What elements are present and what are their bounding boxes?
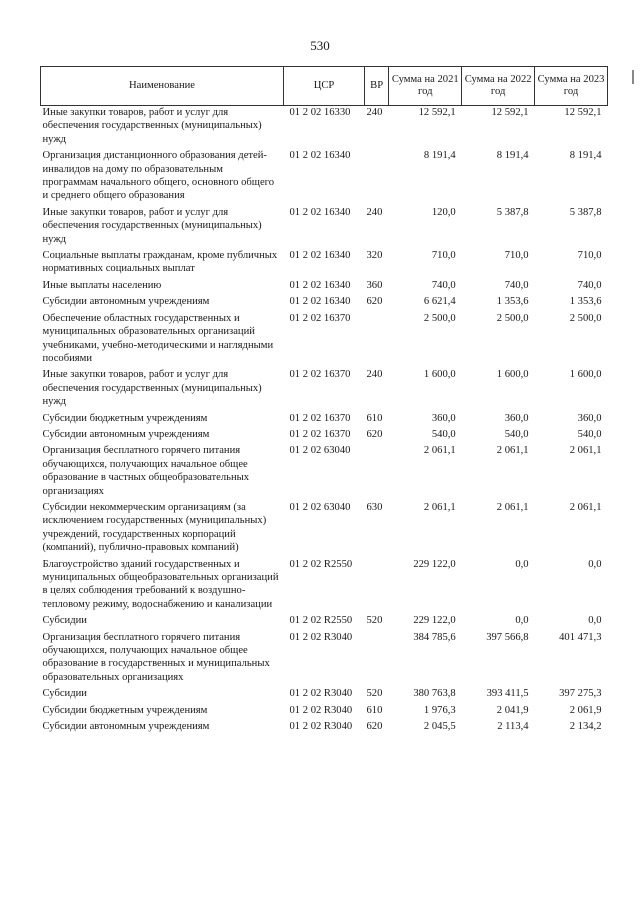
cell-name: Обеспечение областных государственных и муниципальных образовательных организаций учебниками, учебно-методическими и наглядными пособиями bbox=[42, 312, 274, 364]
cell-sum-2021: 2 500,0 bbox=[423, 312, 456, 324]
cell-sum-2023: 740,0 bbox=[577, 279, 602, 291]
cell-sum-2022: 393 411,5 bbox=[486, 688, 529, 700]
cell-sum-2023: 2 061,1 bbox=[569, 445, 602, 457]
cell-vr: 610 bbox=[366, 704, 383, 716]
cell-sum-2022: 12 592,1 bbox=[491, 107, 529, 118]
cell-sum-2021: 384 785,6 bbox=[413, 631, 456, 643]
cell-sum-2023: 710,0 bbox=[577, 250, 602, 262]
cell-sum-2023: 0,0 bbox=[588, 615, 602, 627]
cell-sum-2022: 0,0 bbox=[515, 615, 529, 627]
page-number: 530 bbox=[310, 38, 330, 53]
cell-csr: 01 2 02 16340 bbox=[289, 296, 351, 308]
cell-sum-2023: 360,0 bbox=[577, 412, 602, 424]
cell-sum-2022: 2 113,4 bbox=[497, 721, 529, 733]
cell-sum-2023: 2 061,1 bbox=[569, 501, 602, 513]
table-row bbox=[41, 368, 608, 411]
cell-sum-2021: 1 600,0 bbox=[423, 369, 456, 381]
cell-name: Иные выплаты населению bbox=[42, 279, 162, 291]
cell-vr: 520 bbox=[366, 615, 383, 627]
scan-edge-mark bbox=[632, 70, 634, 84]
cell-sum-2021: 2 045,5 bbox=[423, 721, 456, 733]
cell-sum-2021: 740,0 bbox=[431, 279, 456, 291]
cell-name: Субсидии некоммерческим организациям (за исключением государственных (муниципальных) учреждений, государственных корпораций (компаний), публично-правовых компаний) bbox=[42, 501, 267, 554]
cell-sum-2023: 540,0 bbox=[577, 428, 602, 440]
cell-sum-2021: 380 763,8 bbox=[413, 688, 456, 700]
table-row bbox=[41, 558, 608, 615]
cell-csr: 01 2 02 16340 bbox=[289, 150, 351, 162]
table-row bbox=[41, 501, 608, 558]
cell-vr: 240 bbox=[366, 107, 383, 118]
cell-vr: 240 bbox=[366, 369, 383, 381]
cell-sum-2021: 12 592,1 bbox=[418, 107, 456, 118]
cell-csr: 01 2 02 63040 bbox=[289, 501, 351, 513]
table-row bbox=[41, 279, 608, 295]
cell-csr: 01 2 02 16340 bbox=[289, 250, 351, 262]
cell-sum-2022: 710,0 bbox=[504, 250, 529, 262]
table-row bbox=[41, 687, 608, 703]
cell-csr: 01 2 02 16340 bbox=[289, 279, 351, 291]
cell-vr: 320 bbox=[366, 250, 383, 262]
cell-sum-2023: 8 191,4 bbox=[569, 150, 602, 162]
cell-sum-2023: 12 592,1 bbox=[564, 107, 602, 118]
cell-sum-2021: 2 061,1 bbox=[423, 501, 456, 513]
table-row bbox=[41, 206, 608, 249]
cell-vr bbox=[365, 558, 389, 615]
cell-sum-2023: 2 134,2 bbox=[569, 721, 602, 733]
cell-csr: 01 2 02 R3040 bbox=[289, 688, 353, 700]
cell-sum-2022: 740,0 bbox=[504, 279, 529, 291]
cell-sum-2022: 1 600,0 bbox=[496, 369, 529, 381]
cell-sum-2023: 0,0 bbox=[588, 558, 602, 570]
cell-name: Иные закупки товаров, работ и услуг для обеспечения государственных (муниципальных) нужд bbox=[42, 369, 262, 408]
cell-sum-2022: 5 387,8 bbox=[496, 206, 529, 218]
header-sum-2022: Сумма на 2022 год bbox=[462, 67, 535, 106]
cell-sum-2021: 120,0 bbox=[431, 206, 456, 218]
cell-csr: 01 2 02 63040 bbox=[289, 445, 351, 457]
cell-sum-2022: 1 353,6 bbox=[496, 296, 529, 308]
cell-csr: 01 2 02 R3040 bbox=[289, 704, 353, 716]
cell-sum-2022: 397 566,8 bbox=[486, 631, 529, 643]
cell-sum-2022: 2 041,9 bbox=[496, 704, 529, 716]
cell-sum-2021: 8 191,4 bbox=[423, 150, 456, 162]
cell-vr bbox=[365, 631, 389, 688]
cell-name: Организация бесплатного горячего питания обучающихся, получающих начальное общее образование в частных общеобразовательных организациях bbox=[42, 445, 250, 497]
cell-sum-2021: 6 621,4 bbox=[423, 296, 456, 308]
cell-vr bbox=[365, 149, 389, 206]
table-row bbox=[41, 614, 608, 630]
header-name: Наименование bbox=[41, 67, 284, 106]
cell-name: Субсидии автономным учреждениям bbox=[42, 428, 210, 440]
cell-csr: 01 2 02 16370 bbox=[289, 428, 351, 440]
cell-sum-2021: 1 976,3 bbox=[423, 704, 456, 716]
cell-sum-2021: 229 122,0 bbox=[413, 615, 456, 627]
table-row bbox=[41, 295, 608, 311]
table-body bbox=[41, 106, 608, 737]
cell-sum-2022: 360,0 bbox=[504, 412, 529, 424]
table-row bbox=[41, 631, 608, 688]
cell-sum-2021: 360,0 bbox=[431, 412, 456, 424]
cell-name: Иные закупки товаров, работ и услуг для обеспечения государственных (муниципальных) нужд bbox=[42, 107, 262, 145]
cell-sum-2023: 1 600,0 bbox=[569, 369, 602, 381]
cell-name: Организация дистанционного образования детей-инвалидов на дому по образовательным программам начального общего, основного общего и среднего общего образования bbox=[42, 150, 275, 202]
header-sum-2021: Сумма на 2021 год bbox=[389, 67, 462, 106]
cell-csr: 01 2 02 16370 bbox=[289, 369, 351, 381]
cell-sum-2023: 1 353,6 bbox=[569, 296, 602, 308]
cell-name: Субсидии бюджетным учреждениям bbox=[42, 412, 208, 424]
cell-sum-2021: 710,0 bbox=[431, 250, 456, 262]
cell-name: Субсидии бюджетным учреждениям bbox=[42, 704, 208, 716]
cell-sum-2022: 2 061,1 bbox=[496, 501, 529, 513]
table-row bbox=[41, 428, 608, 444]
table-row bbox=[41, 149, 608, 206]
cell-name: Организация бесплатного горячего питания обучающихся, получающих начальное общее образование в государственных и муниципальных образовательных организациях bbox=[42, 631, 270, 683]
cell-vr: 240 bbox=[366, 206, 383, 218]
table-row bbox=[41, 412, 608, 428]
table-row bbox=[41, 249, 608, 279]
cell-name: Субсидии автономным учреждениям bbox=[42, 721, 210, 733]
table-row bbox=[41, 720, 608, 736]
cell-sum-2021: 540,0 bbox=[431, 428, 456, 440]
cell-csr: 01 2 02 R3040 bbox=[289, 721, 353, 733]
cell-name: Благоустройство зданий государственных и муниципальных общеобразовательных организаций в целях соблюдения требований к воздушно-тепловому режиму, водоснабжению и канализации bbox=[42, 558, 279, 610]
cell-vr: 630 bbox=[366, 501, 383, 513]
cell-sum-2022: 0,0 bbox=[515, 558, 529, 570]
table-row bbox=[41, 444, 608, 501]
cell-name: Социальные выплаты гражданам, кроме публичных нормативных социальных выплат bbox=[42, 250, 278, 275]
cell-sum-2023: 2 061,9 bbox=[569, 704, 602, 716]
cell-sum-2022: 540,0 bbox=[504, 428, 529, 440]
cell-sum-2022: 2 500,0 bbox=[496, 312, 529, 324]
cell-csr: 01 2 02 16330 bbox=[289, 107, 351, 118]
table-row bbox=[41, 106, 608, 150]
cell-sum-2021: 2 061,1 bbox=[423, 445, 456, 457]
cell-csr: 01 2 02 16340 bbox=[289, 206, 351, 218]
header-vr: ВР bbox=[365, 67, 389, 106]
cell-sum-2023: 397 275,3 bbox=[559, 688, 602, 700]
table-row bbox=[41, 312, 608, 369]
cell-vr: 520 bbox=[366, 688, 383, 700]
cell-sum-2022: 2 061,1 bbox=[496, 445, 529, 457]
cell-csr: 01 2 02 R2550 bbox=[289, 558, 353, 570]
cell-vr bbox=[365, 312, 389, 369]
cell-sum-2023: 5 387,8 bbox=[569, 206, 602, 218]
table-row bbox=[41, 704, 608, 720]
cell-sum-2022: 8 191,4 bbox=[496, 150, 529, 162]
cell-name: Субсидии bbox=[42, 615, 87, 627]
cell-name: Субсидии автономным учреждениям bbox=[42, 296, 210, 308]
cell-vr: 620 bbox=[366, 428, 383, 440]
header-sum-2023: Сумма на 2023 год bbox=[535, 67, 608, 106]
table-header-row bbox=[41, 67, 608, 106]
cell-vr: 360 bbox=[366, 279, 383, 291]
cell-vr: 610 bbox=[366, 412, 383, 424]
cell-vr: 620 bbox=[366, 721, 383, 733]
cell-name: Субсидии bbox=[42, 688, 87, 700]
budget-table bbox=[40, 66, 608, 736]
cell-name: Иные закупки товаров, работ и услуг для обеспечения государственных (муниципальных) нужд bbox=[42, 206, 262, 245]
cell-vr: 620 bbox=[366, 296, 383, 308]
cell-csr: 01 2 02 16370 bbox=[289, 312, 351, 324]
cell-csr: 01 2 02 16370 bbox=[289, 412, 351, 424]
cell-vr bbox=[365, 444, 389, 501]
cell-sum-2023: 2 500,0 bbox=[569, 312, 602, 324]
header-csr: ЦСР bbox=[284, 67, 365, 106]
cell-sum-2023: 401 471,3 bbox=[559, 631, 602, 643]
cell-csr: 01 2 02 R2550 bbox=[289, 615, 353, 627]
cell-sum-2021: 229 122,0 bbox=[413, 558, 456, 570]
cell-csr: 01 2 02 R3040 bbox=[289, 631, 353, 643]
